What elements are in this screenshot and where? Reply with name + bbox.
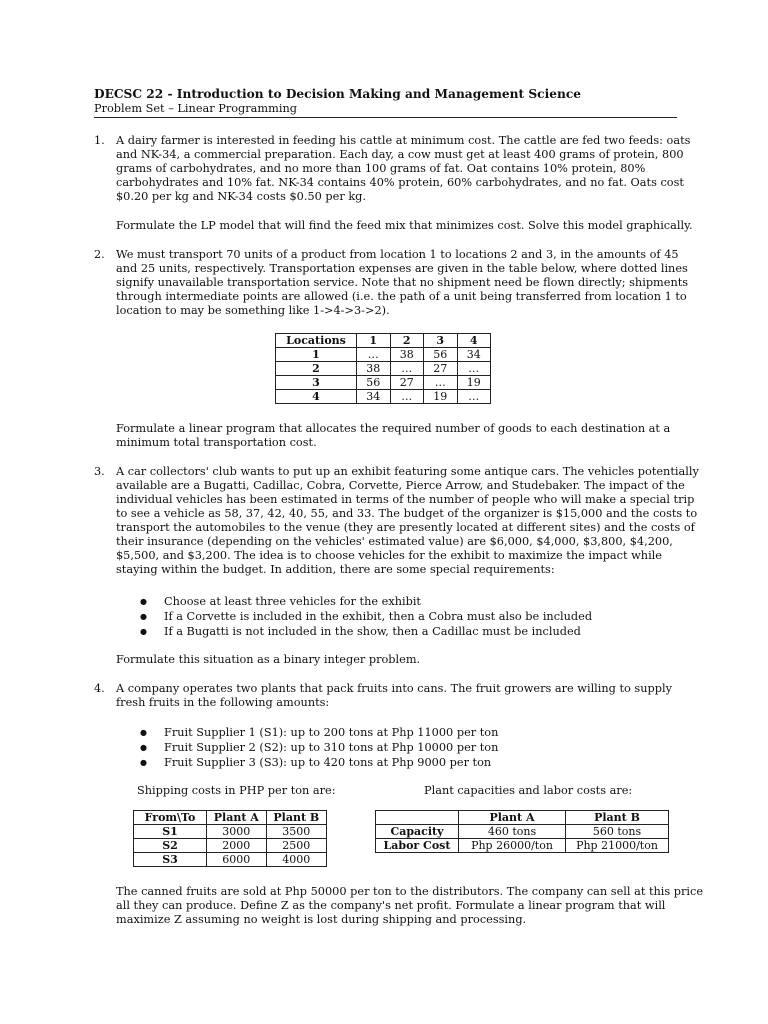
problem-3-line: available are a Bugatti, Cadillac, Cobra, Corvette, Pierce Arrow, and Studebaker. The impact of the [116,479,685,492]
table-cell: 27 [424,362,458,376]
table-row-label: 4 [276,390,357,404]
table-row [134,853,327,867]
problem-1-line: A dairy farmer is interested in feeding his cattle at minimum cost. The cattle are fed two feeds: oats [116,134,691,147]
problem-1-line: $0.20 per kg and NK-34 costs $0.50 per kg. [116,190,366,203]
bullet-text: Fruit Supplier 2 (S2): up to 310 tons at Php 10000 per ton [164,741,499,754]
table-row [134,825,327,839]
table-cell: 460 tons [459,825,566,839]
table-header-cell: Locations [276,334,357,348]
problem-3-number: 3. [94,465,105,478]
table-cell: Php 21000/ton [566,839,669,853]
table-header-row [376,811,669,825]
problem-3-task: Formulate this situation as a binary integer problem. [116,653,421,666]
table-row [134,839,327,853]
problem-1-number: 1. [94,134,105,147]
table-row-label: S1 [134,825,207,839]
header [94,86,676,116]
table-row [276,390,491,404]
bullet-text: Fruit Supplier 3 (S3): up to 420 tons at Php 9000 per ton [164,756,492,769]
table-cell: Php 26000/ton [459,839,566,853]
problem-3-line: $5,500, and $3,200. The idea is to choose vehicles for the exhibit to maximize the impact while [116,549,662,562]
problem-3-line: staying within the budget. In addition, there are some special requirements: [116,563,555,576]
table-row-label: 1 [276,348,357,362]
problem-4-task: The canned fruits are sold at Php 50000 per ton to the distributors. The company can sell at this price [116,885,704,898]
table-cell: 19 [457,376,491,390]
bullet-icon: ● [140,627,147,636]
table-row-label: S2 [134,839,207,853]
problem-2-line: location to may be something like 1->4->3->2). [116,304,390,317]
problem-1-line: and NK-34, a commercial preparation. Each day, a cow must get at least 400 grams of protein, 800 [116,148,684,161]
table-header-cell: 1 [357,334,391,348]
table-header-cell [376,811,459,825]
table-cell: 2000 [207,839,267,853]
problem-2-line: signify unavailable transportation service. Note that no shipment need be flown directly; shipments [116,276,689,289]
problem-2-task: Formulate a linear program that allocates the required number of goods to each destination at a [116,422,671,435]
table-cell: 34 [357,390,391,404]
problem-4-number: 4. [94,682,105,695]
table-cell: 34 [457,348,491,362]
document-title: DECSC 22 - Introduction to Decision Making and Management Science [94,87,582,101]
table-header-row [134,811,327,825]
problem-4-line: A company operates two plants that pack fruits into cans. The fruit growers are willing to supply [116,682,672,695]
problem-2-line: We must transport 70 units of a product from location 1 to locations 2 and 3, in the amounts of 45 [116,248,679,261]
bullet-icon: ● [140,728,147,737]
table-header-row [276,334,491,348]
table-header-cell: 4 [457,334,491,348]
bullet-icon: ● [140,758,147,767]
table-row-label: 3 [276,376,357,390]
plant-caption: Plant capacities and labor costs are: [424,784,633,797]
problem-3-line: to see a vehicle as 58, 37, 42, 40, 55, and 33. The budget of the organizer is $15,000 and the costs to [116,507,698,520]
table-cell: 56 [424,348,458,362]
table-cell: … [457,390,491,404]
table-cell: 3500 [266,825,326,839]
problem-2-line: and 25 units, respectively. Transportation expenses are given in the table below, where dotted lines [116,262,688,275]
table-cell: … [424,376,458,390]
table-row-label: S3 [134,853,207,867]
table-cell: 3000 [207,825,267,839]
bullet-text: If a Corvette is included in the exhibit, then a Cobra must also be included [164,610,593,623]
bullet-text: Fruit Supplier 1 (S1): up to 200 tons at Php 11000 per ton [164,726,499,739]
shipping-caption: Shipping costs in PHP per ton are: [137,784,336,797]
bullet-icon: ● [140,612,147,621]
table-header-cell: Plant A [207,811,267,825]
problem-1-task: Formulate the LP model that will find the feed mix that minimizes cost. Solve this model graphically. [116,219,693,232]
table-header-cell: 2 [390,334,424,348]
table-row-label: Labor Cost [376,839,459,853]
table-cell: 27 [390,376,424,390]
table-header-cell: 3 [424,334,458,348]
table-cell: 2500 [266,839,326,853]
table-row [276,362,491,376]
problem-2-number: 2. [94,248,105,261]
table-header-cell: Plant A [459,811,566,825]
plant-capacity-table [375,810,669,853]
problem-3-line: their insurance (depending on the vehicles' estimated value) are $6,000, $4,000, $3,800, $4,200, [116,535,673,548]
table-cell: … [390,390,424,404]
transport-cost-table [275,333,491,404]
table-row [376,839,669,853]
table-cell: … [390,362,424,376]
table-row [276,348,491,362]
header-rule [94,117,677,118]
table-cell: 38 [390,348,424,362]
table-header-cell: From\To [134,811,207,825]
problem-4-task: all they can produce. Define Z as the company's net profit. Formulate a linear program that will [116,899,666,912]
problem-3-line: transport the automobiles to the venue (they are presently located at different sites) and the costs of [116,521,695,534]
bullet-text: If a Bugatti is not included in the show, then a Cadillac must be included [164,625,581,638]
table-cell: 560 tons [566,825,669,839]
table-row [376,825,669,839]
table-cell: … [357,348,391,362]
problem-1-line: grams of carbohydrates, and no more than 100 grams of fat. Oat contains 10% protein, 80% [116,162,646,175]
table-header-cell: Plant B [266,811,326,825]
table-header-cell: Plant B [566,811,669,825]
bullet-icon: ● [140,597,147,606]
bullet-text: Choose at least three vehicles for the exhibit [164,595,421,608]
problem-3-line: A car collectors' club wants to put up an exhibit featuring some antique cars. The vehicles potentially [116,465,699,478]
problem-2-task: minimum total transportation cost. [116,436,317,449]
table-cell: 56 [357,376,391,390]
table-cell: 6000 [207,853,267,867]
document-subtitle: Problem Set – Linear Programming [94,102,297,115]
table-cell: … [457,362,491,376]
table-cell: 38 [357,362,391,376]
shipping-cost-table [133,810,327,867]
table-cell: 4000 [266,853,326,867]
table-row-label: 2 [276,362,357,376]
problem-3-line: individual vehicles has been estimated in terms of the number of people who will make a special trip [116,493,695,506]
table-row-label: Capacity [376,825,459,839]
problem-1-line: carbohydrates and 10% fat. NK-34 contains 40% protein, 60% carbohydrates, and no fat. Oats cost [116,176,684,189]
table-row [276,376,491,390]
problem-2-line: through intermediate points are allowed (i.e. the path of a unit being transferred from location 1 to [116,290,687,303]
problem-4-task: maximize Z assuming no weight is lost during shipping and processing. [116,913,527,926]
bullet-icon: ● [140,743,147,752]
problem-4-line: fresh fruits in the following amounts: [116,696,330,709]
table-cell: 19 [424,390,458,404]
